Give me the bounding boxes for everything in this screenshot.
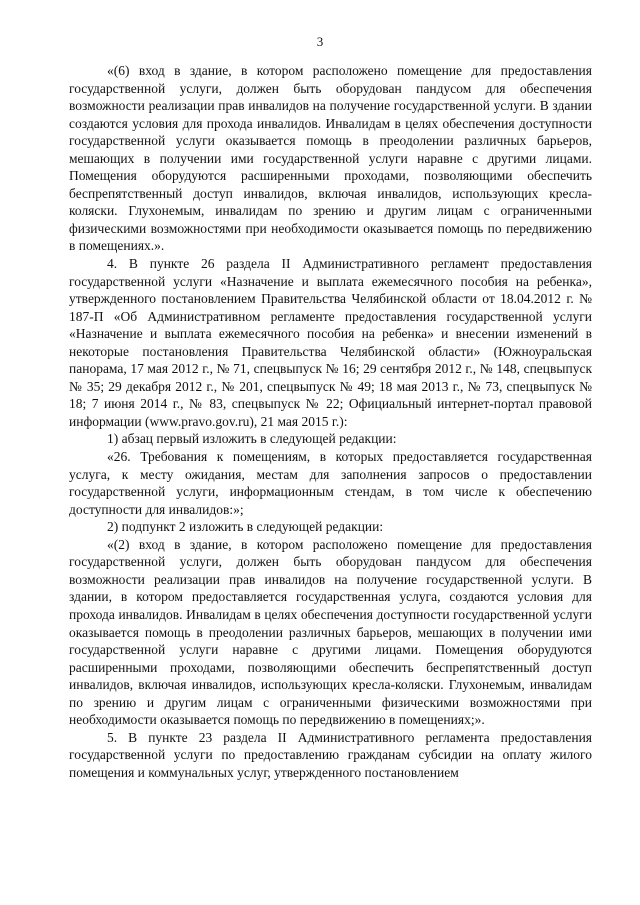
paragraph-amendment-1: 1) абзац первый изложить в следующей редакции: bbox=[107, 431, 397, 447]
paragraph-point-26-text: «26. Требования к помещениям, в которых предоставляется государственная услуга, к месту ожидания, местам для заполнения запросов о предоставлении государственной услуги, информационным стендам, в том числе к обеспечению доступности для инвалидов:»; bbox=[69, 449, 592, 517]
document-body bbox=[69, 62, 592, 781]
paragraph-item-6-entrance: «(6) вход в здание, в котором расположено помещение для предоставления государственной услуги, должен быть оборудован пандусом для обеспечения возможности реализации прав инвалидов на получение государственной услуги. В здании создаются условия для прохода инвалидов. Инвалидам в целях обеспечения доступности государственной услуги оказывается помощь в преодолении различных барьеров, мешающих в получении ими государственной услуги наравне с другими лицами. Помещения оборудуются расширенными проходами, позволяющими обеспечить беспрепятственный доступ инвалидов, включая инвалидов, использующих кресла-коляски. Глухонемым, инвалидам по зрению и другим лицам с ограниченными физическими возможностями при необходимости оказывается помощь по передвижению в помещениях.». bbox=[69, 63, 592, 254]
paragraph-item-2-entrance: «(2) вход в здание, в котором расположено помещение для предоставления государственной услуги, должен быть оборудован пандусом для обеспечения возможности реализации прав инвалидов на получение государственной услуги. В здании, в котором предоставляется государственная услуга, создаются условия для прохода инвалидов. Инвалидам в целях обеспечения доступности государственной услуги оказывается помощь в преодолении различных барьеров, мешающих в получении ими государственной услуги наравне с другими лицами. Помещения оборудуются расширенными проходами, позволяющими обеспечить беспрепятственный доступ инвалидов, включая инвалидов, использующих кресла-коляски. Глухонемым, инвалидам по зрению и другим лицам с ограниченными физическими возможностями при необходимости оказывается помощь по передвижению в помещениях;». bbox=[69, 536, 592, 728]
paragraph-section-4-intro: 4. В пункте 26 раздела II Административного регламент предоставления государственной услуги «Назначение и выплата ежемесячного пособия на ребенка», утвержденного постановлением Правительства Челябинской области от 18.04.2012 г. № 187-П «Об Административном регламенте предоставления государственной услуги «Назначение и выплата ежемесячного пособия на ребенка» и внесении изменений в некоторые постановления Правительства Челябинской области» (Южноуральская панорама, 17 мая 2012 г., № 71, спецвыпуск № 16; 29 сентября 2012 г., № 148, спецвыпуск № 35; 29 декабря 2012 г., № 201, спецвыпуск № 49; 18 мая 2013 г., № 73, спецвыпуск № 18; 7 июня 2014 г., № 83, спецвыпуск № 22; Официальный интернет-портал правовой информации (www.pravo.gov.ru), 21 мая 2015 г.): bbox=[69, 256, 592, 429]
page-number: 3 bbox=[316, 34, 324, 49]
paragraph-section-5-intro: 5. В пункте 23 раздела II Административного регламента предоставления государственной услуги по предоставлению гражданам субсидии на оплату жилого помещения и коммунальных услуг, утвержденного постановлением bbox=[69, 729, 592, 780]
paragraph-amendment-2: 2) подпункт 2 изложить в следующей редакции: bbox=[107, 519, 384, 535]
